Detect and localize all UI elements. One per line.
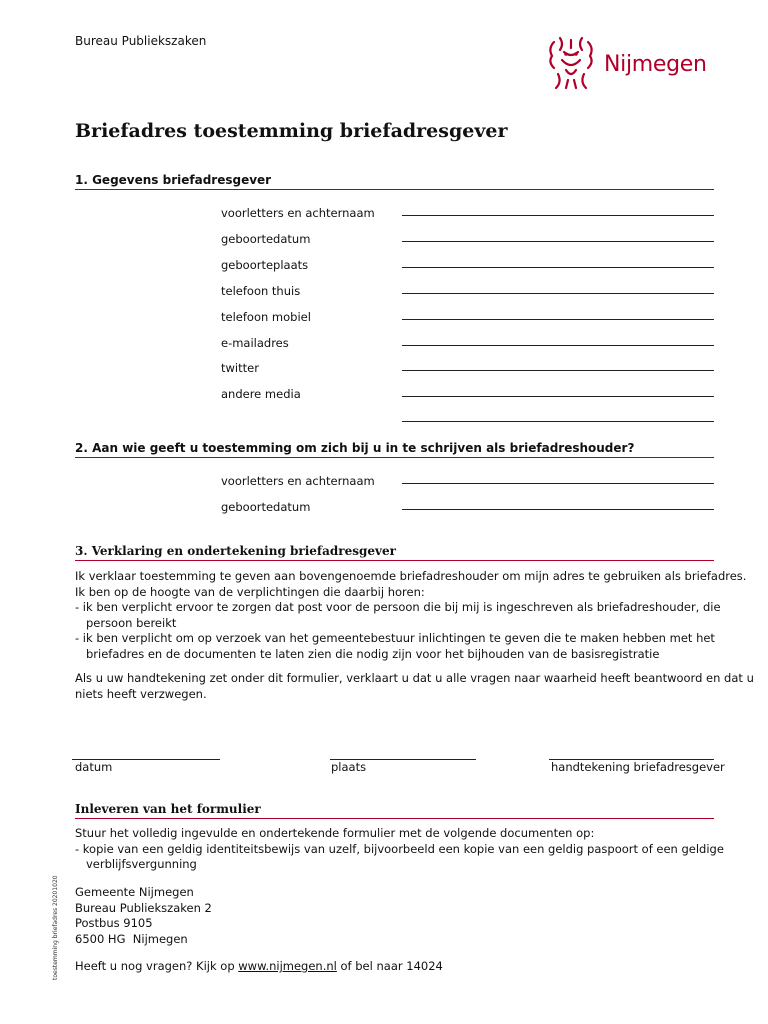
field-label: voorletters en achternaam: [221, 206, 375, 220]
document-code: toestemming briefadres 20201020: [52, 875, 59, 980]
field-label: telefoon thuis: [221, 284, 301, 298]
place-label: plaats: [331, 760, 367, 774]
field-label: voorletters en achternaam: [221, 474, 375, 488]
section3-heading: 3. Verklaring en ondertekening briefadresgever: [75, 544, 714, 561]
birthdate-input-line[interactable]: [402, 241, 714, 242]
phone-mobile-input-line[interactable]: [402, 319, 714, 320]
birthplace-input-line[interactable]: [402, 267, 714, 268]
nijmegen-emblem-icon: [546, 34, 596, 90]
page-title: Briefadres toestemming briefadresgever: [75, 120, 508, 142]
section1-heading: 1. Gegevens briefadresgever: [75, 173, 714, 190]
section2-heading: 2. Aan wie geeft u toestemming om zich bij u in te schrijven als briefadreshouder?: [75, 441, 714, 458]
nijmegen-logo: [546, 32, 726, 92]
signature-label: handtekening briefadresgever: [551, 760, 725, 774]
other-media-input-line-2[interactable]: [402, 421, 714, 422]
declaration-text: Ik verklaar toestemming te geven aan bovengenoemde briefadreshouder om mijn adres te gebruiken als briefadres. Ik ben op de hoogte van de verplichtingen die daarbij horen: - ik ben verplicht ervoor te zorgen dat post voor de persoon die bij mij is ingeschreven als briefadreshouder, die persoon bereikt - ik ben verplicht om op verzoek van het gemeentebestuur inlichtingen te geven die te maken hebben met het briefadres en de documenten te laten zien die nodig zijn voor het bijhouden van de basisregistratie: [75, 569, 747, 661]
contact-line: Heeft u nog vragen? Kijk op www.nijmegen.nl of bel naar 14024: [75, 959, 443, 973]
field-label: geboortedatum: [221, 500, 311, 514]
submit-instructions: Stuur het volledig ingevulde en ondertekende formulier met de volgende documenten op: - kopie van een geldig identiteitsbewijs van uzelf, bijvoorbeeld een kopie van een geldig paspoort of een geldige verblijfsvergunning: [75, 826, 724, 871]
logo-text: Nijmegen: [604, 52, 707, 77]
date-label: datum: [75, 760, 113, 774]
field-label: telefoon mobiel: [221, 310, 311, 324]
submit-heading: Inleveren van het formulier: [75, 802, 714, 819]
closing-text: Als u uw handtekening zet onder dit formulier, verklaart u dat u alle vragen naar waarheid heeft beantwoord en dat u niets heeft verzwegen.: [75, 671, 754, 701]
website-link[interactable]: www.nijmegen.nl: [238, 959, 337, 973]
other-media-input-line[interactable]: [402, 396, 714, 397]
field-label: twitter: [221, 361, 259, 375]
email-input-line[interactable]: [402, 345, 714, 346]
field-label: geboortedatum: [221, 232, 311, 246]
field-label: geboorteplaats: [221, 258, 309, 272]
phone-home-input-line[interactable]: [402, 293, 714, 294]
department-name: Bureau Publiekszaken: [75, 34, 207, 48]
holder-birthdate-input-line[interactable]: [402, 509, 714, 510]
twitter-input-line[interactable]: [402, 370, 714, 371]
holder-name-input-line[interactable]: [402, 483, 714, 484]
postal-address: Gemeente Nijmegen Bureau Publiekszaken 2 Postbus 9105 6500 HG Nijmegen: [75, 885, 212, 946]
field-label: e-mailadres: [221, 336, 289, 350]
name-input-line[interactable]: [402, 215, 714, 216]
field-label: andere media: [221, 387, 301, 401]
